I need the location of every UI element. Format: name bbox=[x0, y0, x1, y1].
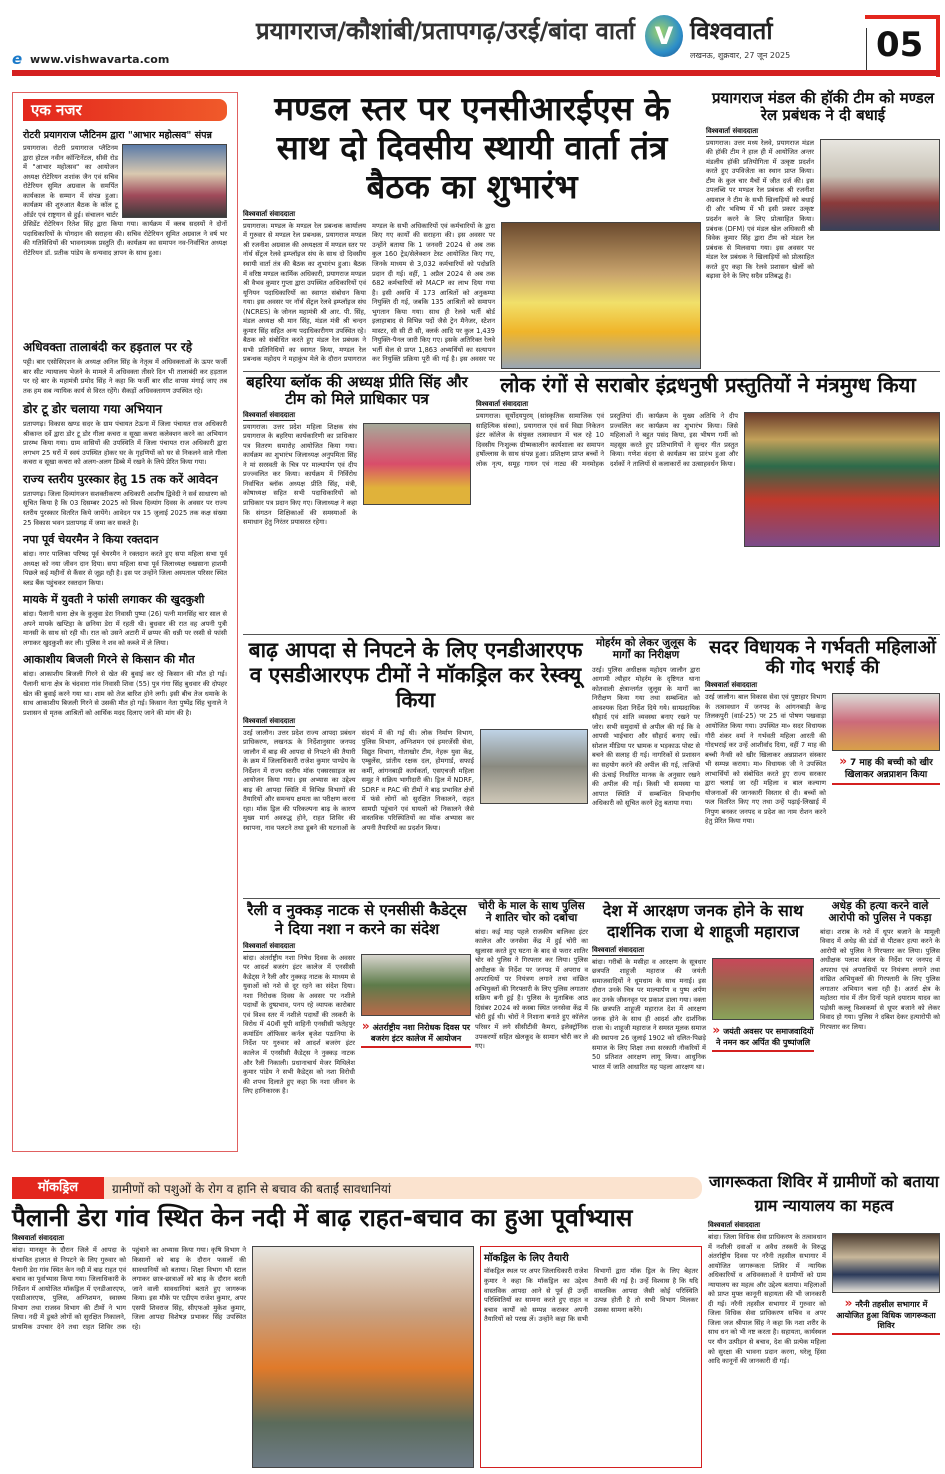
article-body: उरई जालौन। उत्तर प्रदेश राज्य आपदा प्रबंधन प्राधिकरण, लखनऊ के निर्देशानुसार जनपद जालौन में बाढ़ की आपदा से निपटने की तैयारी के क्रम में जिलाधिकारी राजेश कुमार पाण्डेय के निर्देशन में राज्य स्तरीय मॉक एक्सरसाइज का आयोजन किया गया। इस अभ्यास का उद्देश्य बाढ़ की आपदा स्थिति में विभिन्न विभागों की तैयारियों और समन्वय क्षमता का परीक्षण करना रहा। मॉक ड्रिल की परिकल्पना बाढ़ के कारण मुख्य मार्ग अवरुद्ध होने, राहत शिविर की स्थापना, नाव पलटने तथा डूबने की घटनाओं के संदर्भ में की गई थी। लोक निर्माण विभाग, पुलिस विभाग, अग्निशमन एवं इमरजेंसी सेवा, विद्युत विभाग, गोताखोर टीम, नेहरू युवा केंद्र, एम्बुलेंस, प्रांतीय रक्षक दल, होमगार्ड, सफाई कर्मी, आंगनबाड़ी कार्यकर्ता, एसएचजी महिला समूह ने सक्रिय भागीदारी की। ड्रिल में NDRF, SDRF व PAC की टीमों ने बाढ़ प्रभावित क्षेत्रों में फंसे लोगों को सुरक्षित निकालने, राहत सामग्री पहुंचाने एवं घायलों को निकालने जैसे वास्तविक परिस्थितियों का मॉक अभ्यास कर अपनी तैयारियों का प्रदर्शन किया। bbox=[243, 728, 474, 833]
article-headline: मोहर्रम को लेकर जुलूस के मार्गों का निरीक्षण bbox=[595, 637, 697, 661]
ncc-rally-photo bbox=[361, 954, 471, 1016]
browser-icon: e bbox=[12, 50, 23, 68]
ek-nazar-column bbox=[12, 92, 238, 1152]
article-nyayalay bbox=[708, 1170, 940, 1468]
header-rule bbox=[12, 70, 940, 76]
article-ncreis bbox=[243, 90, 701, 369]
story-body: बांदा। नगर पालिका परिषद पूर्व चेयरमैन ने रक्तदान करते हुए सपा महिला सभा पूर्व अध्यक्ष को नया जीवन दान दिया। सपा महिला सभा पूर्व जिलाध्यक्ष रुखसाना हाशमी पिछले कई महीनों से कैंसर से जूझ रही है। इस पर उन्होंने जिला अस्पताल परिसर स्थित ब्लड बैंक पहुंचकर रक्तदान किया। bbox=[23, 550, 227, 587]
article-body: प्रयागराज। मण्डल के मण्डल रेल प्रबन्धक कार्यालय में गुरुवार से मण्डल रेल प्रबन्धक, प्रयागराज मण्डल श्री रजनीश अग्रवाल की अध्यक्षता में मण्डल स्तर पर नॉर्थ सेंट्रल रेलवे इम्प्लॉइज संघ के साथ दो दिवसीय स्थायी वार्ता तंत्र की बैठक का शुभारंभ हुआ। बैठक में वरिष्ठ मण्डल कार्मिक अधिकारी, प्रयागराज मण्डल श्री वैभव कुमार गुप्ता द्वारा उपस्थित अधिकारियों एवं यूनियन पदाधिकारियों का स्वागत संबोधन किया गया। इस अवसर पर नॉर्थ सेंट्रल रेलवे इम्प्लॉइज संघ (NCRES) के जोनल महामंत्री श्री आर. पी. सिंह, मंडल अध्यक्ष श्री मान सिंह, मंडल मंत्री श्री चन्दन कुमार सिंह सहित अन्य पदाधिकारीगण उपस्थित रहे। बैठक को संबोधित करते हुए मंडल रेल प्रबंधक ने सभी प्रतिनिधियों का स्वागत किया, मण्डल रेल प्रबन्धक महोदय ने महाकुंभ मेले के दौरान प्रयागराज मण्डल के सभी अधिकारियों एवं कर्मचारियों के द्वारा किए गए कार्यों की सराहना की। इस अवसर पर उन्होंने बताया कि 1 जनवरी 2024 से अब तक कुल 160 ट्रेड/सेलेक्शन टेस्ट आयोजित किए गए, जिनके माध्यम से 3,032 कर्मचारियों को पदोन्नति प्रदान दी गई। वहीं, 1 अप्रैल 2024 से अब तक 682 कर्मचारियों को MACP का लाभ दिया गया है। इसी अवधि में 173 आश्रितों को अनुकम्पा नियुक्ति दी गई, जबकि 135 आश्रितों को समापन भुगतान किया गया। साथ ही रेलवे भर्ती बोर्ड इलाहाबाद से विभिन्न पदों जैसे ट्रेन मैनेजर, स्टेशन मास्टर, सी सी टी सी, क्लर्क आदि पर कुल 1,439 नियुक्ति-पैनल जारी किए गए। इसके अतिरिक्त रेलवे भर्ती सेल से प्राप्त 1,863 अभ्यर्थियों का सत्यापन कर नियुक्ति प्रक्रिया पूरी की गई है। इस अवसर पर bbox=[243, 221, 495, 364]
byline: विश्ववार्ता संवाददाता bbox=[243, 941, 296, 950]
article-muharram bbox=[592, 638, 700, 895]
article-content bbox=[476, 412, 940, 631]
byline: विश्ववार्ता संवाददाता bbox=[243, 209, 296, 218]
article-headline: मण्डल स्तर पर एनसीआरईएस के साथ दो दिवसीय स्थायी वार्ता तंत्र बैठक का शुभारंभ bbox=[274, 89, 670, 206]
article-kennadi bbox=[12, 1204, 702, 1468]
subheading bbox=[361, 1019, 471, 1048]
story-body: प्रयागराज। रोटरी प्रयागराज प्लैटिनम द्वारा होटल नवीन कॉन्टिनेंटल, सीवी रोड में "आभार महोत्सव" का आयोजन अध्यक्ष रोटेरियन शशांक जैन एवं सचिव रोटेरियन सुमित अग्रवाल के समर्पित कार्यकाल के सम्मान में संपन्न हुआ। कार्यक्रम की शुरुआत बैठक के कॉल टू ऑर्डर एवं राष्ट्रगान से हुई। संचालन चार्टर प्रेसिडेंट रोटेरियन रितेश सिंह द्वारा किया गया। कार्यक्रम में क्लब सदस्यों ने दोनों पदाधिकारियों के योगदान की सराहना की। सचिव रोटेरियन सुमित अग्रवाल ने वर्ष भर की गतिविधियों की भावनात्मक प्रस्तुति दी। कार्यक्रम का समापन नव-निर्वाचित अध्यक्ष रोटेरियन डॉ. प्रतीक पांडेय के धन्यवाद ज्ञापन के साथ हुआ। bbox=[23, 144, 227, 258]
section-tag: मॉकड्रिल bbox=[12, 1177, 104, 1199]
article-content bbox=[708, 1233, 940, 1468]
award-photo bbox=[363, 423, 471, 505]
story-headline: अधिवक्ता तालाबंदी कर हड़ताल पर रहे bbox=[23, 340, 193, 354]
article-shahuji bbox=[592, 901, 814, 1151]
article-hockey bbox=[706, 90, 940, 369]
article-headline: सदर विधायक ने गर्भवती महिलाओं की गोद भराई की bbox=[709, 637, 936, 679]
section-kicker: ग्रामीणों को पशुओं के रोग व हानि से बचाव की बताईं सावधानियां bbox=[112, 1182, 391, 1196]
quote-marker-icon: » bbox=[844, 1296, 853, 1310]
byline: विश्ववार्ता संवाददाता bbox=[243, 716, 296, 725]
divider bbox=[243, 898, 940, 899]
story-photo bbox=[122, 144, 227, 218]
divider bbox=[243, 634, 940, 635]
article-headline: रैली व नुक्कड़ नाटक से एनसीसी कैडेट्स ने दिया नशा न करने का संदेश bbox=[247, 901, 467, 938]
article-headline: बाढ़ आपदा से निपटने के लिए एनडीआरएफ व एसडीआरएफ टीमों ने मॉकड्रिल कर रेस्क्यू किया bbox=[248, 638, 583, 713]
story-headline: डोर टू डोर चलाया गया अभियान bbox=[23, 402, 163, 417]
article-ndrf-mockdrill bbox=[243, 638, 588, 895]
story-headline: राज्य स्तरीय पुरस्कार हेतु 15 तक करें आवेदन bbox=[23, 471, 218, 486]
flood-drill-photo bbox=[252, 1246, 474, 1468]
article-body: उरई। पुलिस अधीक्षक महोदय जालौन द्वारा आगामी त्यौहार मोहर्रम के दृष्टिगत थाना कोतवाली क्षेत्रान्तर्गत जुलूस के मार्गों का निरीक्षण किया गया तथा सम्बन्धित को आवश्यक दिशा निर्देश दिये गये। साम्प्रदायिक सौहार्द एवं शांति व्यवस्था बनाए रखने पर जोर। सभी समुदायों से अपील की गई कि वे आपसी भाईचारा और सौहार्द बनाए रखें। सोशल मीडिया पर भ्रामक व भड़काऊ पोस्ट से बचने की सलाह दी गई। नागरिकों से प्रशासन का सहयोग करने की अपील की गई, ताजियों की ऊंचाई निर्धारित मानक के अनुसार रखने की अपील की गई। किसी भी समस्या या आपात स्थिति में सम्बन्धित विभागीय अधिकारी को सूचित करने हेतु बताया गया। bbox=[592, 665, 700, 808]
article-headline: बहरिया ब्लॉक की अध्यक्ष प्रीति सिंह और टीम को मिले प्राधिकार पत्र bbox=[246, 373, 468, 408]
article-body: बांदा। कई माह पहले राजकीय बालिका इंटर कालेज और जनसेवा केंद्र में हुई चोरी का खुलासा करते हुए घटना के बाद से फरार शातिर चोर को पुलिस ने गिरफ्तार कर लिया। पुलिस अधीक्षक के निर्देश पर जनपद में अपराध व अपराधियों पर नियंत्रण लगाने तथा वांछित अभियुक्तों की गिरफ्तारी के लिए पुलिस लगातार सक्रिय बनी हुई है। पुलिस के मुताबिक आठ दिसंबर 2024 को कस्बा स्थित जनसेवा केंद्र में चोरी हुई थी। चोरों ने निशाना बनाते हुए कॉलेज परिसर में लगे सीसीटीवी कैमरा, इलेक्ट्रॉनिक उपकरणों सहित खेलकूद के सामान चोरी कर ले गए। bbox=[475, 927, 588, 1051]
ek-nazar-tag: एक नजर bbox=[23, 99, 227, 121]
article-content bbox=[243, 222, 701, 369]
brand-name: विश्ववार्ता bbox=[690, 17, 773, 45]
quote-marker-icon: » bbox=[361, 1018, 370, 1033]
article-body: बांदा। शराब के नशे में धूपर बजाने के मामूली विवाद में अधेड़ की डंडों से पीटकर हत्या करने के आरोपी को पुलिस ने गिरफ्तार कर लिया। पुलिस अधीक्षक पलाश बंसल के निर्देश पर जनपद में अपराध एवं अपराधियों पर नियंत्रण लगाने तथा वांछित अभियुक्तों की गिरफ्तारी के लिए पुलिस लगातार अभियान चला रही है। अतर्रा क्षेत्र के महोतरा गांव में तीन दिनों पहले दयाराम यादव का पड़ोसी कल्लू विश्वकर्मा से धूपर बजाने को लेकर विवाद हो गया। पुलिस ने दबिश देकर हत्यारोपी को गिरफ्तार कर लिया। bbox=[820, 927, 940, 1031]
byline: विश्ववार्ता संवाददाता bbox=[476, 399, 529, 408]
article-body: प्रयागराज। उत्तर मध्य रेलवे, प्रयागराज मंडल की हॉकी टीम ने हाल ही में आयोजित अन्तर मंडलीय हॉकी प्रतियोगिता में उत्कृष्ट प्रदर्शन करते हुए उपविजेता का स्थान प्राप्त किया। टीम के कुल चार मैचों में जीत दर्ज की। इस उपलब्धि पर मण्डल रेल प्रबंधक श्री रजनीश अग्रवाल ने टीम के सभी खिलाड़ियों को बधाई दी और भविष्य में भी इसी प्रकार उत्कृष्ट प्रदर्शन करने के लिए प्रोत्साहित किया। प्रबंधक (DFM) एवं मंडल खेल अधिकारी श्री विवेक कुमार सिंह द्वारा टीम को मंडल रेल प्रबंधक से मिलवाया गया। इस अवसर पर मंडल रेल प्रबंधक ने खिलाड़ियों को प्रोत्साहित करते हुए कहा कि रेलवे प्रशासन खेलों को बढ़ावा देने के लिए सदैव प्रतिबद्ध है। bbox=[706, 138, 814, 281]
mockdrill-prep-box bbox=[480, 1246, 702, 1468]
tribute-photo bbox=[712, 958, 814, 1020]
story-body: प्रतापगढ़। विकास खण्ड सदर के ग्राम पंचायत टेऊना में जिला पंचायत राज अधिकारी श्रीकान्त दर्वे द्वारा डोर टू डोर गीला कचरा व सूखा कचरा कलेक्शन करने का अभियान प्रारम्भ किया गया। ग्राम वासियों की उपस्थिति में जिला पंचायत राज अधिकारी द्वारा लगभग 25 घरों में स्वयं उपस्थित होकर घर के गृहणियों को घर से निकलने वाले गीला कचरा व सूखा कचरा को अलग-अलग डिब्बे में रखने के लिये प्रेरित किया गया। bbox=[23, 420, 227, 467]
article-lokrang bbox=[476, 374, 940, 631]
article-content bbox=[243, 729, 588, 895]
byline: विश्ववार्ता संवाददाता bbox=[592, 945, 645, 954]
article-content bbox=[12, 1246, 702, 1468]
article-headline: प्रयागराज मंडल की हॉकी टीम को मण्डल रेल प्रबंधक ने दी बधाई bbox=[712, 89, 934, 124]
story-headline: मायके में युवती ने फांसी लगाकर की खुदकुशी bbox=[23, 593, 205, 607]
byline: विश्ववार्ता संवाददाता bbox=[705, 681, 758, 690]
article-content bbox=[243, 954, 471, 1152]
photo-column bbox=[363, 423, 471, 631]
quote-marker-icon: » bbox=[839, 754, 847, 769]
article-content bbox=[705, 693, 940, 895]
story-headline: रोटरी प्रयागराज प्लैटिनम द्वारा "आभार महोत्सव" संपन्न bbox=[23, 130, 212, 141]
cultural-event-photo bbox=[744, 412, 940, 547]
story-body: बांदा। आकाशीय बिजली गिरने से खेत की बुवाई कर रहे किसान की मौत हो गई। पैलानी थाना क्षेत्र के चंदवारा गांव निवासी शिवा (55) पुत्र गंगा सिंह बुधवार की दोपहर खेत की बुवाई करने गया था। शाम को तेज बारिश होने लगी। इसी बीच तेज धमाके के साथ आकाशीय बिजली गिरने से उसकी मौत हो गई। किसान नेता पुष्पेंद्र सिंह चुनाले ने प्रशासन से मृतक आश्रितों को आर्थिक मदद दिलाए जाने की मांग की है। bbox=[23, 670, 227, 717]
byline: विश्ववार्ता संवाददाता bbox=[12, 1234, 65, 1243]
baby-shower-photo bbox=[832, 693, 940, 751]
subheading bbox=[832, 754, 940, 785]
section-band bbox=[12, 1177, 702, 1199]
story-body: पट्टी। बार एसोसिएशन के अध्यक्ष अनिल सिंह के नेतृत्व में अधिवक्ताओं के ऊपर फर्जी बार सीट न्यायालय भेजने के मामले में अधिवक्ता तीसरे दिन भी तालाबंदी कर हड़ताल पर रहे बार के महामंत्री प्रमोद सिंह ने कहा कि फर्जी बार सीट वापस मंगाई जाए तब तक हम सब न्यायिक कार्य से विरत रहेंगे। सैकड़ों अधिवक्तागण उपस्थित रहे। bbox=[23, 358, 227, 395]
byline: विश्ववार्ता संवाददाता bbox=[706, 126, 759, 135]
article-body: प्रयागराज। उत्तर प्रदेश महिला शिक्षक संघ प्रयागराज के बहरिया कार्यकारिणी का प्राधिकार पत्र वितरण समारोह आयोजित किया गया। कार्यक्रम का शुभारंभ जिलाध्यक्ष अनुपमिता सिंह ने मां सरस्वती के चित्र पर माल्यार्पण एवं दीप प्रज्ज्वलित कर किया। कार्यक्रम में निर्विरोध निर्वाचित ब्लॉक अध्यक्ष प्रीति सिंह, मंत्री, कोषाध्यक्ष सहित सभी पदाधिकारियों को प्राधिकार पत्र प्रदान किए गए। जिलाध्यक्ष ने कहा कि संगठन शिक्षिकाओं की समस्याओं के समाधान हेतु निरंतर प्रयासरत रहेगा। bbox=[243, 422, 357, 527]
article-headline: देश में आरक्षण जनक होने के साथ दार्शनिक राजा थे शाहूजी महाराज bbox=[602, 901, 804, 941]
article-chor bbox=[475, 901, 588, 1151]
subheading-text: नरैनी तहसील सभागार में आयोजित हुआ विधिक जागरूकता शिविर bbox=[836, 1300, 936, 1330]
article-body: उरई जालौन। बाल विकास सेवा एवं पुष्टाहार विभाग के तत्वावधान में जनपद के आंगनबाड़ी केन्द्र तिलकपुरी (वार्ड-25) पर 25 वां पोषण पखवाड़ा आयोजित किया गया। उपस्थित मा० सदर विधायक गौरी शंकर वर्मा ने गर्भवती महिला आरती की गोदभराई कर उन्हें आशीर्वाद दिया, वहीं 7 माह की बच्ची नैन्सी को खीर खिलाकर अन्नप्राशन संस्कार भी सम्पन्न कराया। मा० विधायक जी ने उपस्थित लाभार्थियों को संबोधित करते हुए राज्य सरकार द्वारा चलाई जा रही महिला व बाल कल्याण योजनाओं की जानकारी विस्तार से दी। बच्चों को फल वितरित किए गए तथा उन्हें पढ़ाई-लिखाई में निपुण बनकर जनपद व प्रदेश का नाम रोशन करने हेतु प्रेरित किया गया। bbox=[705, 693, 826, 826]
article-headline: चोरी के माल के साथ पुलिस ने शातिर चोर को दबोचा bbox=[478, 900, 585, 924]
subheading bbox=[832, 1296, 940, 1335]
article-body: बांदा। अंतर्राष्ट्रीय नशा निषेध दिवस के अवसर पर आदर्श बजरंग इंटर कालेज में एनसीसी कैडेट्स ने रैली और नुक्कड़ नाटक के माध्यम से युवाओं को नशे से दूर रहने का संदेश दिया। नशा निरोधक दिवस के अवसर पर नशीले पदार्थों के दुष्प्रभाव, पनप रहे व्यापक कारोबार एवं विश्व स्तर में नशीले पदार्थों की तस्करी के विरोध में 40वीं यूपी वाहिनी एनसीसी फतेहपुर कमांडिंग ऑफिसर कर्नल बृजेश पठानिया के निर्देश पर गुरुवार को आदर्श बजरंग इंटर कालेज में एनसीसी कैडेट्स ने नुक्कड़ नाटक और रैली निकाली। प्रधानाचार्य मेजर मिथिलेश कुमार पांडेय ने सभी कैडेट्स को नशा विरोधी की शपथ दिलाते हुए कहा कि नशा जीवन के लिए हानिकारक है। bbox=[243, 953, 355, 1096]
rescue-photo bbox=[480, 729, 588, 804]
sidebar-story bbox=[23, 144, 227, 334]
article-body: बांदा। जिला विधिक सेवा प्राधिकरण के तत्वावधान में नशीली दवाओं व अवैध तस्करी के विरुद्ध अंतर्राष्ट्रीय दिवस पर नरैनी तहसील सभागार में आयोजित जागरूकता शिविर में न्यायिक अधिकारियों व अधिवक्ताओं ने ग्रामीणों को ग्राम न्यायालय का महत्व और उद्देश्य बताया। महिलाओं को प्राप्त मुफ्त कानूनी सहायता की भी जानकारी दी गई। नरैनी तहसील सभागार में गुरुवार को जिला विधिक सेवा प्राधिकरण सचिव व अपर जिला जज श्रीपाल सिंह ने कहा कि नशा शरीर के साथ धन को भी नष्ट करता है। सहायता, कार्यस्थल पर यौन उत्पीड़न से बचाव, देश की प्रत्येक महिला को सुरक्षा की भावना प्रदान करना, घरेलू हिंसा आदि कानूनों की जानकारी दी गई। bbox=[708, 1233, 826, 1366]
byline: विश्ववार्ता संवाददाता bbox=[243, 410, 296, 419]
story-body: प्रतापगढ़। जिला दिव्यांगजन सशक्तीकरण अधिकारी आशीष द्विवेदी ने सर्व साधारण को सूचित किया है कि 03 दिसम्बर 2025 को विश्व दिव्यांग दिवस के अवसर पर राज्य स्तरीय पुरस्कार वितरित किये जायेंगे। आवेदन पत्र 15 जुलाई 2025 तक कक्ष संख्या 25 विकास भवन प्रतापगढ़ में जमा कर सकते है। bbox=[23, 489, 227, 527]
article-body: प्रयागराज। सूर्योदयपुरम् (सांस्कृतिक सामाजिक एवं साहित्यिक संस्था), प्रयागराज एवं सर्व विद्या निकेतन इंटर कॉलेज के संयुक्त तत्वावधान में चल रहे 10 दिवसीय निःशुल्क ग्रीष्मकालीन कार्यशाला का समापन हर्षोल्लास के साथ संपन्न हुआ। प्रशिक्षण प्राप्त बच्चों ने लोक नृत्य, समूह गायन एवं नाट्य की मनमोहक प्रस्तुतियां दीं। कार्यक्रम के मुख्य अतिथि ने दीप प्रज्वलित कर कार्यक्रम का शुभारंभ किया। जिसे महिलाओं ने बहुत पसंद किया, इस भीषण गर्मी को महसूस करते हुए प्रतिभागियों ने सुन्दर गीत प्रस्तुत किया। गणेश वंदना से कार्यक्रम का प्रारंभ हुआ और दर्शकों ने तालियों से कलाकारों का उत्साहवर्धन किया। bbox=[476, 411, 738, 468]
article-vidhayak bbox=[705, 638, 940, 895]
subheading-text: 7 माह की बच्ची को खीर खिलाकर अन्नप्राशन किया bbox=[844, 758, 933, 780]
page-header bbox=[0, 0, 945, 80]
box-body: मॉकड्रिल स्थल पर अपर जिलाधिकारी राजेश कुमार ने कहा कि मॉकड्रिल का उद्देश्य वास्तविक आपदा आने से पूर्व ही उन्हीं परिस्थितियों का सामना करते हुए राहत व बचाव कार्यों को सम्पन्न कराकर अपनी तैयारियों को परख लें। उन्होंने कहा कि सभी विभागों द्वारा मॉक ड्रिल के लिए बेहतर तैयारी की गई है। उन्हें विश्वास है कि यदि वास्तविक आपदा जैसी कोई परिस्थिति उत्पन्न होती है तो सभी विभाग मिलकर उसका सामना करेंगे। bbox=[484, 1267, 698, 1324]
article-body: बांदा। मानसून के दौरान जिले में आपदा के संभावित हालात से निपटने के लिए गुरुवार को पैलानी डेरा गांव स्थित केन नदी में बाढ़ राहत एवं बचाव का पूर्वाभ्यास किया गया। जिलाधिकारी के निर्देशन में आयोजित मॉकड्रिल में एनडीआरएफ, एसडीआरएफ, पुलिस, अग्निशमन, स्वास्थ्य विभाग तथा राजस्व विभाग की टीमों ने भाग लिया। नदी में डूबते लोगों को सुरक्षित निकालने, प्राथमिक उपचार देने तथा राहत शिविर तक पहुंचाने का अभ्यास किया गया। कृषि विभाग ने किसानों को बाढ़ के दौरान फसलों की सावधानियों को बताया। शिक्षा विभाग भी स्टाल लगाकर छात्र-छात्राओं को बाढ़ के दौरान बरती जाने वाली सावधानियां बताते हुए जागरूक किया। इस मौके पर एडीएम राजेश कुमार, अपर एसपी शिवराज सिंह, सीएफओ मुकेश कुमार, जिला आपदा विशेषज्ञ प्रभाकर सिंह उपस्थित रहे। bbox=[12, 1246, 246, 1331]
quote-marker-icon: » bbox=[712, 1022, 721, 1037]
article-adhed bbox=[820, 901, 940, 1151]
photo-column bbox=[712, 958, 814, 1151]
story-body: बांदा। पैलानी थाना क्षेत्र के कुलुवा डेरा निवासी पुष्पा (26) पत्नी मानसिंह चार साल से अपने मायके खप्टिहा के छनिया डेरा में रहती थी। बुधवार की रात वह अपनी पुत्री मानसी के साथ सो रही थी। रात को उसने अटारी में छप्पर की धन्नी पर रस्सी से फांसी लगाकर खुदकुशी कर ली। पुलिस ने शव को कब्जे में ले लिया। bbox=[23, 610, 227, 647]
article-content bbox=[592, 958, 814, 1151]
article-headline: जागरूकता शिविर में ग्रामीणों को बताया ग्राम न्यायालय का महत्व bbox=[709, 1172, 939, 1215]
dateline: लखनऊ, शुक्रवार, 27 जून 2025 bbox=[690, 51, 791, 60]
box-headline: मॉकड्रिल के लिए तैयारी bbox=[484, 1253, 569, 1265]
article-content bbox=[243, 423, 471, 631]
edition-title: प्रयागराज/कौशांबी/प्रतापगढ़/उरई/बांदा वार्ता bbox=[256, 17, 635, 45]
photo-column bbox=[501, 222, 701, 369]
photo-column bbox=[832, 693, 940, 895]
meeting-photo bbox=[501, 222, 701, 369]
subheading-text: अंतर्राष्ट्रीय नशा निरोधक दिवस पर बजरंग इंटर कालेज में आयोजन bbox=[370, 1022, 471, 1043]
article-body: बांदा। गरीबों के मसीहा व आरक्षण के सूत्रधार छत्रपति शाहूजी महाराज की जयंती समाजवादियों ने धूमधाम के साथ मनाई। इस दौरान उनके चित्र पर माल्यार्पण व पुष्प अर्पण कर उनके जीवनवृत पर प्रकाश डाला गया। वक्ता कि छत्रपति शाहूजी महाराज देश में आरक्षण जनक होने के साथ ही आदर्श और दार्शनिक राजा थे। शाहूजी महाराज ने समस्त मूलक समाज की स्थापना 26 जुलाई 1902 को दलित-पिछड़े समाज के लिए शिक्षा तथा सरकारी नौकरियों में 50 प्रतिशत आरक्षण लागू किया। आधुनिक भारत में जाति आधारित यह पहला आरक्षण था। bbox=[592, 957, 706, 1071]
subheading bbox=[712, 1023, 814, 1052]
article-headline: पैलानी डेरा गांव स्थित केन नदी में बाढ़ राहत-बचाव का हुआ पूर्वाभ्यास bbox=[12, 1203, 633, 1232]
website-link[interactable]: www.vishwavarta.com bbox=[30, 53, 170, 66]
byline: विश्ववार्ता संवाददाता bbox=[708, 1221, 761, 1229]
subheading-text: जयंती अवसर पर समाजवादियों ने नमन कर अर्पित की पुष्पांजलि bbox=[715, 1026, 814, 1047]
photo-column bbox=[820, 139, 940, 369]
brand-logo-icon: V bbox=[645, 15, 683, 57]
legal-camp-photo bbox=[832, 1233, 940, 1293]
article-ncc bbox=[243, 901, 471, 1151]
story-headline: आकाशीय बिजली गिरने से किसान की मौत bbox=[23, 653, 195, 667]
page-number: 05 bbox=[876, 25, 924, 65]
photo-column bbox=[361, 954, 471, 1152]
divider bbox=[243, 371, 940, 372]
hockey-team-photo bbox=[820, 139, 940, 231]
article-bahariya bbox=[243, 374, 471, 631]
article-content bbox=[706, 139, 940, 369]
photo-column bbox=[480, 729, 588, 895]
article-headline: अधेड़ की हत्या करने वाले आरोपी को पुलिस ने पकड़ा bbox=[828, 900, 932, 924]
photo-column bbox=[744, 412, 940, 631]
article-headline: लोक रंगों से सराबोर इंद्रधनुषी प्रस्तुतियों ने मंत्रमुग्ध किया bbox=[500, 373, 916, 397]
photo-column bbox=[832, 1233, 940, 1468]
story-headline: नपा पूर्व चेयरमैन ने किया रक्तदान bbox=[23, 533, 159, 547]
